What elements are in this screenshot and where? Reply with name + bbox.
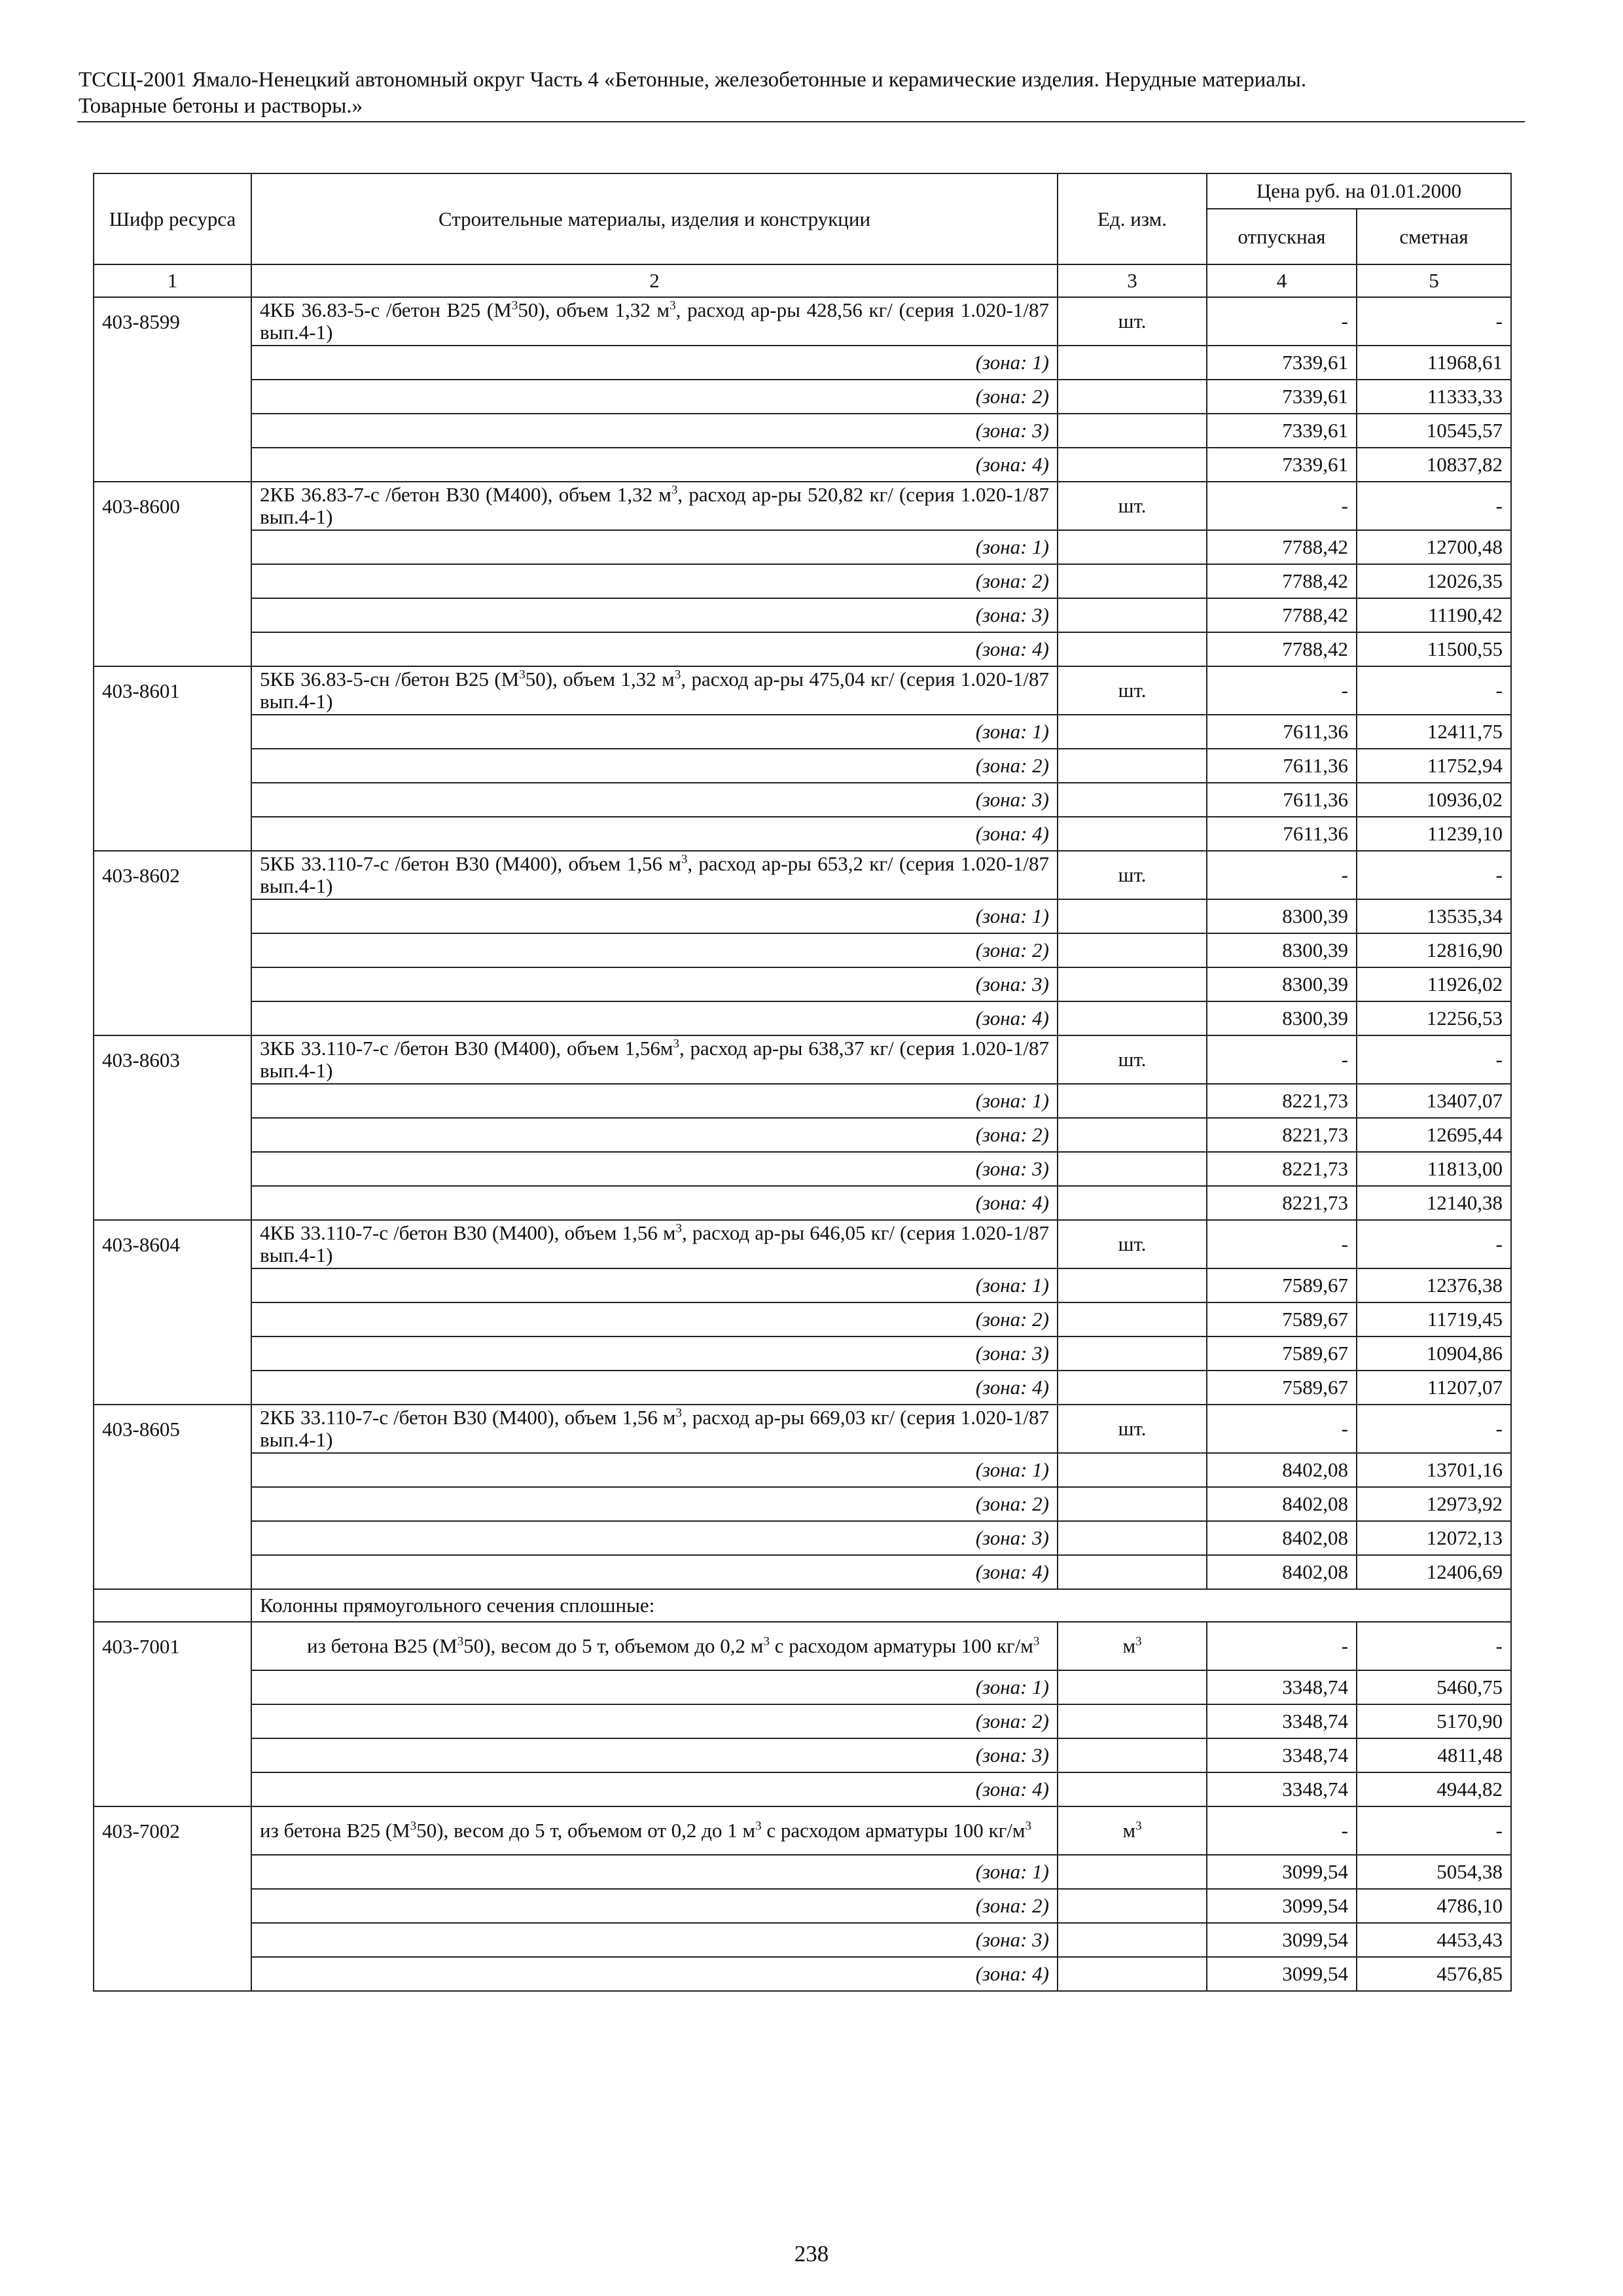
zone-unit-cell [1058, 1118, 1207, 1152]
page-number: 238 [794, 2241, 829, 2267]
zone-estimate-price: 12411,75 [1357, 715, 1511, 749]
zone-release-price: 7589,67 [1207, 1268, 1357, 1302]
zone-label: (зона: 4) [251, 1001, 1058, 1035]
resource-code-cell [94, 1889, 251, 1923]
resource-code-cell [94, 817, 251, 851]
zone-estimate-price: 10837,82 [1357, 448, 1511, 482]
resource-row [94, 1220, 1511, 1268]
zone-estimate-price: 12816,90 [1357, 933, 1511, 967]
zone-estimate-price: 11719,45 [1357, 1302, 1511, 1336]
zone-row [94, 749, 1511, 783]
zone-row [94, 1521, 1511, 1555]
zone-row [94, 1371, 1511, 1405]
resource-description: 4КБ 33.110-7-с /бетон В30 (М400), объем 1,56 $м^3$, расход ар-ры 646,05 кг/ (серия 1.020-1/87 вып.4-1) [251, 1220, 1058, 1268]
zone-release-price: 8402,08 [1207, 1555, 1357, 1589]
zone-estimate-price: 4786,10 [1357, 1889, 1511, 1923]
zone-label: (зона: 4) [251, 1772, 1058, 1806]
header-line-1: ТССЦ-2001 Ямало-Ненецкий автономный округ Часть 4 «Бетонные, железобетонные и керамические изделия. Нерудные материалы. [79, 68, 1307, 92]
zone-release-price: 7339,61 [1207, 448, 1357, 482]
resource-code-cell [94, 1855, 251, 1889]
resource-row [94, 297, 1511, 346]
zone-release-price: 3099,54 [1207, 1889, 1357, 1923]
resource-description: 4КБ 36.83-5-с /бетон В25 $(М^350)$, объем 1,32 $м^3$, расход ар-ры 428,56 кг/ (серия 1.020-1/87 вып.4-1) [251, 297, 1058, 346]
zone-row [94, 1336, 1511, 1371]
zone-estimate-price: 12700,48 [1357, 530, 1511, 564]
zone-estimate-price: 13535,34 [1357, 899, 1511, 933]
resource-description: 2КБ 33.110-7-с /бетон В30 (М400), объем 1,56 $м^3$, расход ар-ры 669,03 кг/ (серия 1.020-1/87 вып.4-1) [251, 1405, 1058, 1453]
zone-row [94, 1152, 1511, 1186]
header-release-price: отпускная [1207, 209, 1357, 264]
zone-row [94, 380, 1511, 414]
zone-label: (зона: 2) [251, 1704, 1058, 1738]
zone-row [94, 346, 1511, 380]
zone-label: (зона: 2) [251, 749, 1058, 783]
zone-estimate-price: 12406,69 [1357, 1555, 1511, 1589]
zone-label: (зона: 4) [251, 1555, 1058, 1589]
resource-code-cell [94, 564, 251, 598]
resource-code-cell [94, 933, 251, 967]
zone-unit-cell [1058, 715, 1207, 749]
zone-unit-cell [1058, 1084, 1207, 1118]
zone-release-price: 3348,74 [1207, 1670, 1357, 1704]
header-price: Цена руб. на 01.01.2000 [1207, 173, 1511, 209]
zone-label: (зона: 3) [251, 1336, 1058, 1371]
resource-description: 3КБ 33.110-7-с /бетон В30 (М400), объем $1,56м^3$, расход ар-ры 638,37 кг/ (серия 1.020-1/87 вып.4-1) [251, 1035, 1058, 1084]
zone-row [94, 1772, 1511, 1806]
estimate-price: - [1357, 851, 1511, 899]
zone-unit-cell [1058, 1704, 1207, 1738]
zone-row [94, 1186, 1511, 1220]
zone-estimate-price: 12256,53 [1357, 1001, 1511, 1035]
zone-label: (зона: 2) [251, 933, 1058, 967]
header-estimate-price: сметная [1357, 209, 1511, 264]
column-number: 2 [251, 264, 1058, 297]
resource-code: 403-8604 [94, 1220, 251, 1268]
zone-estimate-price: 12973,92 [1357, 1487, 1511, 1521]
estimate-price: - [1357, 1806, 1511, 1855]
zone-unit-cell [1058, 899, 1207, 933]
column-number: 3 [1058, 264, 1207, 297]
resource-row [94, 1405, 1511, 1453]
resource-code-cell [94, 1118, 251, 1152]
zone-release-price: 8300,39 [1207, 967, 1357, 1001]
zone-label: (зона: 3) [251, 414, 1058, 448]
zone-release-price: 3099,54 [1207, 1957, 1357, 1991]
zone-row [94, 598, 1511, 632]
zone-unit-cell [1058, 448, 1207, 482]
zone-estimate-price: 12376,38 [1357, 1268, 1511, 1302]
zone-release-price: 8221,73 [1207, 1152, 1357, 1186]
zone-estimate-price: 11813,00 [1357, 1152, 1511, 1186]
resource-code-cell [94, 783, 251, 817]
zone-label: (зона: 1) [251, 1855, 1058, 1889]
zone-release-price: 3348,74 [1207, 1738, 1357, 1772]
zone-release-price: 7339,61 [1207, 380, 1357, 414]
resource-code-cell [94, 1704, 251, 1738]
zone-estimate-price: 5460,75 [1357, 1670, 1511, 1704]
zone-estimate-price: 4453,43 [1357, 1923, 1511, 1957]
zone-unit-cell [1058, 598, 1207, 632]
zone-release-price: 3099,54 [1207, 1855, 1357, 1889]
zone-row [94, 1001, 1511, 1035]
zone-row [94, 1084, 1511, 1118]
zone-release-price: 8221,73 [1207, 1186, 1357, 1220]
zone-label: (зона: 1) [251, 1268, 1058, 1302]
zone-estimate-price: 13701,16 [1357, 1453, 1511, 1487]
release-price: - [1207, 666, 1357, 715]
document-header [79, 67, 1518, 119]
resource-code-cell [94, 448, 251, 482]
resource-code-cell [94, 749, 251, 783]
zone-row [94, 632, 1511, 666]
resource-code-cell [94, 598, 251, 632]
release-price: - [1207, 1220, 1357, 1268]
resource-code-cell [94, 380, 251, 414]
zone-label: (зона: 4) [251, 1957, 1058, 1991]
zone-unit-cell [1058, 1555, 1207, 1589]
zone-estimate-price: 4576,85 [1357, 1957, 1511, 1991]
resource-code-cell [94, 1923, 251, 1957]
zone-release-price: 8402,08 [1207, 1453, 1357, 1487]
zone-label: (зона: 2) [251, 1487, 1058, 1521]
zone-release-price: 7339,61 [1207, 346, 1357, 380]
zone-unit-cell [1058, 380, 1207, 414]
zone-release-price: 7589,67 [1207, 1302, 1357, 1336]
zone-estimate-price: 11333,33 [1357, 380, 1511, 414]
zone-unit-cell [1058, 564, 1207, 598]
zone-estimate-price: 10936,02 [1357, 783, 1511, 817]
zone-label: (зона: 1) [251, 1084, 1058, 1118]
zone-label: (зона: 3) [251, 598, 1058, 632]
resource-code-cell [94, 1186, 251, 1220]
zone-release-price: 7611,36 [1207, 817, 1357, 851]
resource-row [94, 666, 1511, 715]
estimate-price: - [1357, 297, 1511, 346]
zone-estimate-price: 13407,07 [1357, 1084, 1511, 1118]
zone-unit-cell [1058, 967, 1207, 1001]
zone-estimate-price: 12140,38 [1357, 1186, 1511, 1220]
release-price: - [1207, 482, 1357, 530]
estimate-price: - [1357, 666, 1511, 715]
zone-estimate-price: 10545,57 [1357, 414, 1511, 448]
zone-estimate-price: 10904,86 [1357, 1336, 1511, 1371]
zone-row [94, 1268, 1511, 1302]
zone-unit-cell [1058, 1670, 1207, 1704]
resource-row [94, 851, 1511, 899]
header-line-2: Товарные бетоны и растворы.» [79, 94, 363, 118]
zone-label: (зона: 3) [251, 783, 1058, 817]
resource-unit: $м^3$ [1058, 1622, 1207, 1670]
zone-unit-cell [1058, 1957, 1207, 1991]
zone-release-price: 7611,36 [1207, 783, 1357, 817]
zone-unit-cell [1058, 1152, 1207, 1186]
estimate-price: - [1357, 1622, 1511, 1670]
resource-code-cell [94, 1453, 251, 1487]
zone-estimate-price: 5170,90 [1357, 1704, 1511, 1738]
zone-unit-cell [1058, 817, 1207, 851]
price-table-body [94, 297, 1511, 1991]
price-table [93, 173, 1512, 1992]
section-row [94, 1589, 1511, 1622]
release-price: - [1207, 1622, 1357, 1670]
zone-row [94, 530, 1511, 564]
resource-code-cell [94, 1670, 251, 1704]
zone-label: (зона: 4) [251, 817, 1058, 851]
resource-description: 5КБ 36.83-5-сн /бетон В25 $(М^350)$, объем 1,32 $м^3$, расход ар-ры 475,04 кг/ (серия 1.020-1/87 вып.4-1) [251, 666, 1058, 715]
zone-release-price: 8300,39 [1207, 933, 1357, 967]
zone-release-price: 8402,08 [1207, 1487, 1357, 1521]
resource-code-cell [94, 1268, 251, 1302]
header-code: Шифр ресурса [94, 173, 251, 264]
zone-release-price: 7788,42 [1207, 598, 1357, 632]
column-number: 5 [1357, 264, 1511, 297]
resource-row [94, 1806, 1511, 1855]
zone-estimate-price: 11752,94 [1357, 749, 1511, 783]
resource-unit: шт. [1058, 1220, 1207, 1268]
zone-unit-cell [1058, 1453, 1207, 1487]
zone-row [94, 1453, 1511, 1487]
zone-unit-cell [1058, 1336, 1207, 1371]
zone-row [94, 783, 1511, 817]
zone-row [94, 1555, 1511, 1589]
zone-release-price: 7788,42 [1207, 632, 1357, 666]
zone-release-price: 3348,74 [1207, 1772, 1357, 1806]
zone-estimate-price: 4811,48 [1357, 1738, 1511, 1772]
zone-row [94, 1738, 1511, 1772]
zone-row [94, 1670, 1511, 1704]
resource-unit: шт. [1058, 666, 1207, 715]
zone-row [94, 1302, 1511, 1336]
zone-unit-cell [1058, 1186, 1207, 1220]
resource-unit: шт. [1058, 297, 1207, 346]
resource-code-cell [94, 1957, 251, 1991]
zone-estimate-price: 12072,13 [1357, 1521, 1511, 1555]
resource-description: 5КБ 33.110-7-с /бетон В30 (М400), объем 1,56 $м^3$, расход ар-ры 653,2 кг/ (серия 1.020-1/87 вып.4-1) [251, 851, 1058, 899]
zone-unit-cell [1058, 783, 1207, 817]
resource-code-cell [94, 1302, 251, 1336]
zone-release-price: 7788,42 [1207, 564, 1357, 598]
zone-label: (зона: 2) [251, 1302, 1058, 1336]
header-materials: Строительные материалы, изделия и конструкции [251, 173, 1058, 264]
resource-code-cell [94, 1738, 251, 1772]
release-price: - [1207, 297, 1357, 346]
resource-code-cell [94, 1555, 251, 1589]
zone-estimate-price: 11968,61 [1357, 346, 1511, 380]
zone-label: (зона: 3) [251, 1738, 1058, 1772]
resource-code: 403-8600 [94, 482, 251, 530]
resource-code-cell [94, 1487, 251, 1521]
resource-code-cell [94, 414, 251, 448]
resource-code: 403-8602 [94, 851, 251, 899]
resource-row [94, 1035, 1511, 1084]
zone-release-price: 8300,39 [1207, 899, 1357, 933]
zone-release-price: 7611,36 [1207, 749, 1357, 783]
zone-row [94, 564, 1511, 598]
zone-unit-cell [1058, 1923, 1207, 1957]
zone-label: (зона: 2) [251, 1889, 1058, 1923]
zone-row [94, 1855, 1511, 1889]
zone-unit-cell [1058, 530, 1207, 564]
resource-code-cell [94, 715, 251, 749]
zone-release-price: 8221,73 [1207, 1118, 1357, 1152]
resource-code-cell [94, 1084, 251, 1118]
zone-unit-cell [1058, 1889, 1207, 1923]
zone-release-price: 7589,67 [1207, 1336, 1357, 1371]
zone-label: (зона: 3) [251, 1923, 1058, 1957]
release-price: - [1207, 851, 1357, 899]
zone-row [94, 1889, 1511, 1923]
zone-label: (зона: 1) [251, 1670, 1058, 1704]
zone-estimate-price: 11500,55 [1357, 632, 1511, 666]
zone-release-price: 3348,74 [1207, 1704, 1357, 1738]
zone-unit-cell [1058, 749, 1207, 783]
zone-unit-cell [1058, 414, 1207, 448]
resource-code-cell [94, 899, 251, 933]
release-price: - [1207, 1035, 1357, 1084]
zone-unit-cell [1058, 1268, 1207, 1302]
zone-unit-cell [1058, 1302, 1207, 1336]
resource-code-cell [94, 632, 251, 666]
zone-estimate-price: 11207,07 [1357, 1371, 1511, 1405]
zone-release-price: 8300,39 [1207, 1001, 1357, 1035]
zone-row [94, 1704, 1511, 1738]
release-price: - [1207, 1806, 1357, 1855]
resource-code: 403-7002 [94, 1806, 251, 1855]
zone-row [94, 899, 1511, 933]
zone-release-price: 7611,36 [1207, 715, 1357, 749]
zone-estimate-price: 12026,35 [1357, 564, 1511, 598]
header-unit: Ед. изм. [1058, 173, 1207, 264]
zone-estimate-price: 11190,42 [1357, 598, 1511, 632]
zone-unit-cell [1058, 1371, 1207, 1405]
zone-unit-cell [1058, 346, 1207, 380]
header-divider [77, 121, 1525, 122]
resource-code: 403-8603 [94, 1035, 251, 1084]
zone-release-price: 7788,42 [1207, 530, 1357, 564]
zone-unit-cell [1058, 1772, 1207, 1806]
section-title: Колонны прямоугольного сечения сплошные: [251, 1589, 1511, 1622]
zone-unit-cell [1058, 632, 1207, 666]
resource-code: 403-8605 [94, 1405, 251, 1453]
resource-code: 403-8599 [94, 297, 251, 346]
zone-label: (зона: 1) [251, 899, 1058, 933]
resource-code-cell [94, 1772, 251, 1806]
resource-code-cell [94, 1152, 251, 1186]
zone-label: (зона: 3) [251, 1152, 1058, 1186]
zone-estimate-price: 12695,44 [1357, 1118, 1511, 1152]
zone-row [94, 715, 1511, 749]
zone-label: (зона: 4) [251, 1186, 1058, 1220]
zone-row [94, 414, 1511, 448]
zone-row [94, 1487, 1511, 1521]
zone-estimate-price: 4944,82 [1357, 1772, 1511, 1806]
zone-label: (зона: 3) [251, 1521, 1058, 1555]
zone-release-price: 3099,54 [1207, 1923, 1357, 1957]
release-price: - [1207, 1405, 1357, 1453]
zone-label: (зона: 2) [251, 1118, 1058, 1152]
zone-label: (зона: 2) [251, 564, 1058, 598]
price-table-header [94, 173, 1511, 297]
resource-unit: шт. [1058, 851, 1207, 899]
estimate-price: - [1357, 482, 1511, 530]
zone-unit-cell [1058, 1001, 1207, 1035]
resource-unit: $м^3$ [1058, 1806, 1207, 1855]
zone-unit-cell [1058, 1738, 1207, 1772]
column-number: 4 [1207, 264, 1357, 297]
resource-code-cell [94, 346, 251, 380]
resource-unit: шт. [1058, 1035, 1207, 1084]
resource-row [94, 482, 1511, 530]
zone-unit-cell [1058, 933, 1207, 967]
zone-row [94, 1118, 1511, 1152]
zone-unit-cell [1058, 1855, 1207, 1889]
zone-row [94, 1957, 1511, 1991]
zone-release-price: 7589,67 [1207, 1371, 1357, 1405]
zone-release-price: 7339,61 [1207, 414, 1357, 448]
zone-row [94, 817, 1511, 851]
estimate-price: - [1357, 1035, 1511, 1084]
resource-code-cell [94, 1336, 251, 1371]
resource-description: из бетона В25 $(М^350)$, весом до 5 т, объемом от 0,2 до 1 $м^3$ с расходом арматуры 100 $кг/м^3$ [251, 1806, 1058, 1855]
estimate-price: - [1357, 1220, 1511, 1268]
zone-label: (зона: 3) [251, 967, 1058, 1001]
resource-code-cell [94, 967, 251, 1001]
estimate-price: - [1357, 1405, 1511, 1453]
resource-description: из бетона В25 $(М^350)$, весом до 5 т, объемом до 0,2 $м^3$ с расходом арматуры 100 $кг/м^3$ [251, 1622, 1058, 1670]
zone-estimate-price: 5054,38 [1357, 1855, 1511, 1889]
column-number: 1 [94, 264, 251, 297]
zone-unit-cell [1058, 1521, 1207, 1555]
zone-row [94, 967, 1511, 1001]
resource-code-cell [94, 1371, 251, 1405]
resource-description: 2КБ 36.83-7-с /бетон В30 (М400), объем 1,32 $м^3$, расход ар-ры 520,82 кг/ (серия 1.020-1/87 вып.4-1) [251, 482, 1058, 530]
zone-unit-cell [1058, 1487, 1207, 1521]
zone-release-price: 8221,73 [1207, 1084, 1357, 1118]
zone-label: (зона: 2) [251, 380, 1058, 414]
resource-unit: шт. [1058, 1405, 1207, 1453]
zone-label: (зона: 1) [251, 1453, 1058, 1487]
resource-code: 403-7001 [94, 1622, 251, 1670]
zone-row [94, 933, 1511, 967]
zone-release-price: 8402,08 [1207, 1521, 1357, 1555]
resource-code: 403-8601 [94, 666, 251, 715]
zone-label: (зона: 1) [251, 530, 1058, 564]
zone-estimate-price: 11926,02 [1357, 967, 1511, 1001]
section-code-cell [94, 1589, 251, 1622]
resource-code-cell [94, 1521, 251, 1555]
zone-label: (зона: 1) [251, 346, 1058, 380]
resource-code-cell [94, 530, 251, 564]
resource-row [94, 1622, 1511, 1670]
zone-label: (зона: 1) [251, 715, 1058, 749]
zone-label: (зона: 4) [251, 1371, 1058, 1405]
resource-code-cell [94, 1001, 251, 1035]
resource-unit: шт. [1058, 482, 1207, 530]
zone-row [94, 448, 1511, 482]
zone-label: (зона: 4) [251, 632, 1058, 666]
zone-label: (зона: 4) [251, 448, 1058, 482]
zone-row [94, 1923, 1511, 1957]
zone-estimate-price: 11239,10 [1357, 817, 1511, 851]
